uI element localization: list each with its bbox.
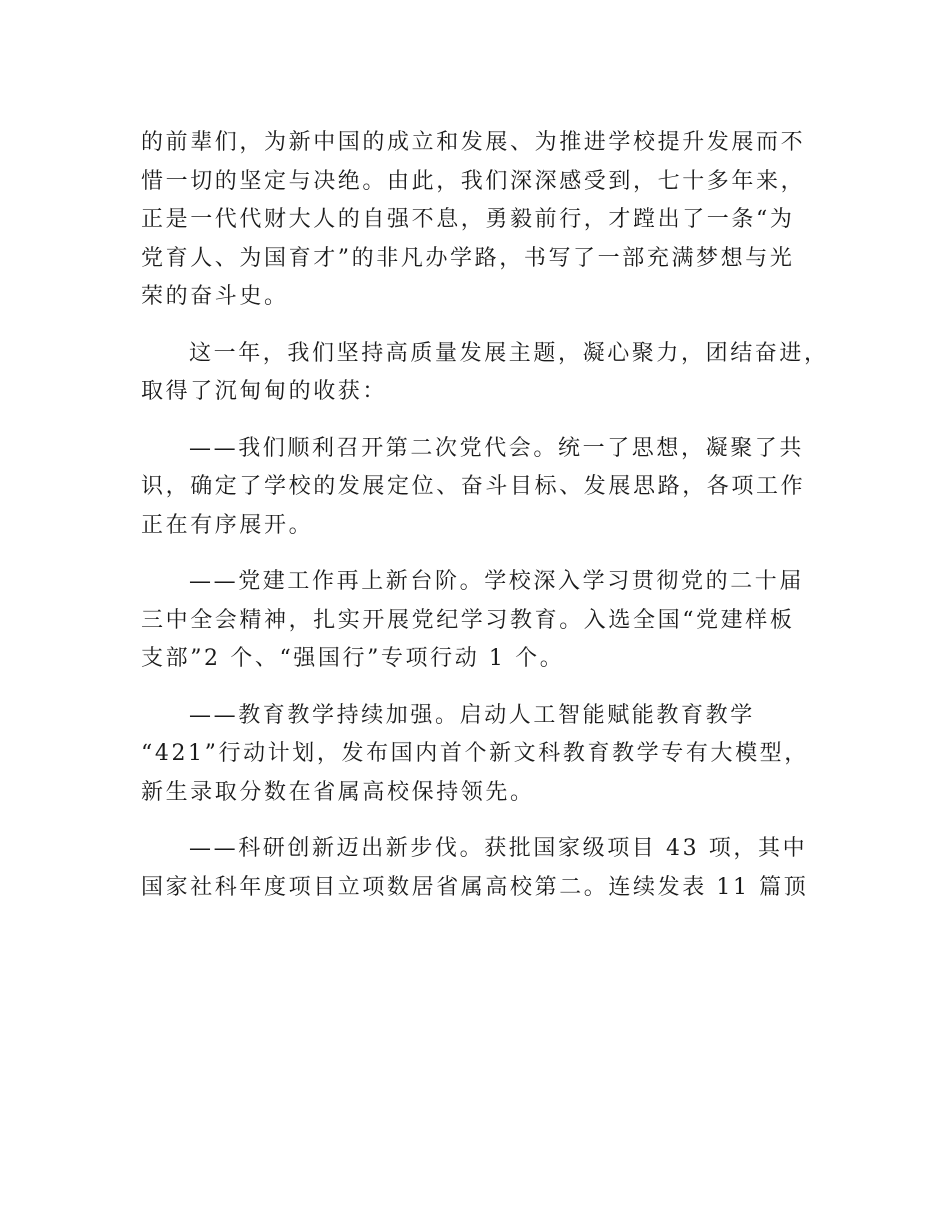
text-line: 荣的奋斗史。 bbox=[141, 284, 289, 309]
paragraph bbox=[141, 697, 831, 813]
text-line: “421”行动计划，发布国内首个新文科教育教学专有大模型， bbox=[141, 741, 809, 766]
text-line: 支部”2 个、“强国行”专项行动 1 个。 bbox=[141, 646, 565, 671]
text-line: 国家社科年度项目立项数居省属高校第二。连续发表 11 篇顶 bbox=[141, 874, 809, 900]
text-line: 惜一切的坚定与决绝。由此，我们深深感受到，七十多年来， bbox=[141, 168, 806, 194]
text-line: 取得了沉甸甸的收获： bbox=[141, 379, 388, 404]
paragraph bbox=[141, 830, 831, 907]
paragraph bbox=[141, 563, 831, 679]
text-line: 党育人、为国育才”的非凡办学路，书写了一部充满梦想与光 bbox=[141, 245, 795, 271]
text-line: ——党建工作再上新台阶。学校深入学习贯彻党的二十届 bbox=[189, 569, 805, 594]
text-line: ——科研创新迈出新步伐。获批国家级项目 43 项，其中 bbox=[189, 836, 808, 861]
document-body bbox=[141, 124, 831, 907]
text-line: 的前辈们，为新中国的成立和发展、为推进学校提升发展而不 bbox=[141, 130, 806, 155]
text-line: ——我们顺利召开第二次党代会。统一了思想，凝聚了共 bbox=[189, 435, 805, 461]
paragraph bbox=[141, 124, 831, 317]
text-line: 三中全会精神，扎实开展党纪学习教育。入选全国“党建样板 bbox=[141, 607, 795, 633]
text-line: 新生录取分数在省属高校保持领先。 bbox=[141, 779, 535, 805]
text-line: 正在有序展开。 bbox=[141, 512, 314, 538]
paragraph bbox=[141, 335, 831, 412]
text-line: 正是一代代财大人的自强不息，勇毅前行，才蹚出了一条“为 bbox=[141, 207, 795, 232]
paragraph bbox=[141, 430, 831, 546]
text-line: ——教育教学持续加强。启动人工智能赋能教育教学 bbox=[189, 702, 755, 728]
text-line: 这一年，我们坚持高质量发展主题，凝心聚力，团结奋进， bbox=[189, 340, 829, 366]
text-line: 识，确定了学校的发展定位、奋斗目标、发展思路，各项工作 bbox=[141, 474, 806, 499]
